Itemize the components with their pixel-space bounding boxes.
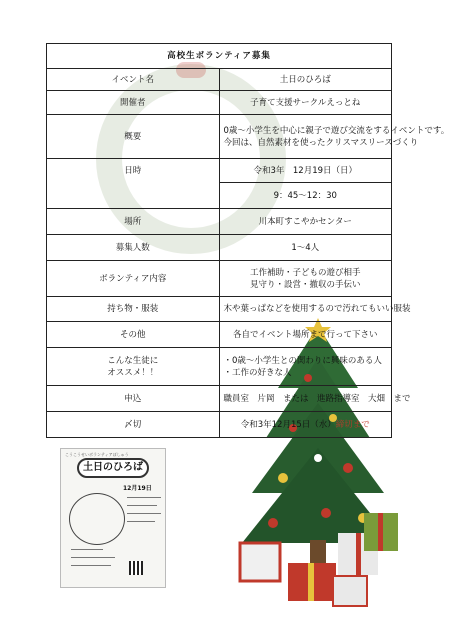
- page-title: 高校生ボランティア募集: [47, 44, 392, 69]
- flyer-text-line: [71, 549, 103, 550]
- flyer-text-line: [127, 513, 161, 514]
- deadline-date: 令和3年12月15日（水）: [240, 419, 336, 430]
- flyer-text-line: [71, 557, 115, 558]
- flyer-wreath-drawing: [69, 493, 125, 545]
- row-value-deadline: [219, 412, 392, 438]
- row-value-belongings: 木や葉っぱなどを使用するので汚れてもいい服装: [219, 297, 392, 322]
- flyer-text-line: [127, 521, 155, 522]
- row-value-apply: 職員室 片岡 または 進路指導室 大畑 まで: [219, 386, 392, 412]
- flyer-text-line: [127, 497, 161, 498]
- row-value-volunteer-content: 工作補助・子どもの遊び相手 見守り・設営・撤収の手伝い: [219, 261, 392, 297]
- row-label-datetime: 日時: [47, 159, 220, 183]
- row-value-organizer: 子育て支援サークルえっとね: [219, 91, 392, 115]
- summary-line-1: 0歳～小学生を中心に親子で遊び交流をするイベントです。: [223, 125, 449, 136]
- row-value-recommended: ・0歳～小学生との関わりに興味のある人 ・工作の好きな人: [219, 348, 392, 386]
- event-flyer-thumbnail: [60, 448, 166, 588]
- row-label-other: その他: [47, 322, 220, 348]
- deadline-status: 締切まで: [335, 419, 370, 430]
- row-label-event-name: イベント名: [47, 69, 220, 91]
- flyer-qr-code: [129, 561, 143, 575]
- row-value-event-name: 土日のひろば: [219, 69, 392, 91]
- flyer-title: 土日のひろば: [77, 458, 149, 478]
- row-value-capacity: 1～4人: [219, 235, 392, 261]
- row-label-recommended: こんな生徒に オススメ！！: [47, 348, 220, 386]
- row-label-summary: 概要: [47, 115, 220, 159]
- row-value-time: 9：45～12：30: [219, 183, 392, 209]
- row-value-place: 川本町すこやかセンター: [219, 209, 392, 235]
- flyer-top-text: こうこうせいボランティアぼしゅう: [65, 452, 129, 457]
- row-label-place: 場所: [47, 209, 220, 235]
- row-value-date: 令和3年 12月19日（日）: [219, 159, 392, 183]
- row-label-organizer: 開催者: [47, 91, 220, 115]
- row-label-volunteer-content: ボランティア内容: [47, 261, 220, 297]
- row-value-summary: [219, 115, 449, 159]
- volunteer-info-table: [46, 43, 449, 438]
- flyer-text-line: [127, 505, 157, 506]
- row-value-other: 各自でイベント場所まで行って下さい: [219, 322, 392, 348]
- row-label-belongings: 持ち物・服装: [47, 297, 220, 322]
- row-label-deadline: 〆切: [47, 412, 220, 438]
- row-label-time-empty: [47, 183, 220, 209]
- flyer-date: 12月19日: [123, 485, 152, 492]
- summary-line-2: 今回は、自然素材を使ったクリスマスリースづくり: [223, 137, 419, 148]
- row-label-capacity: 募集人数: [47, 235, 220, 261]
- row-label-apply: 申込: [47, 386, 220, 412]
- flyer-text-line: [71, 565, 111, 566]
